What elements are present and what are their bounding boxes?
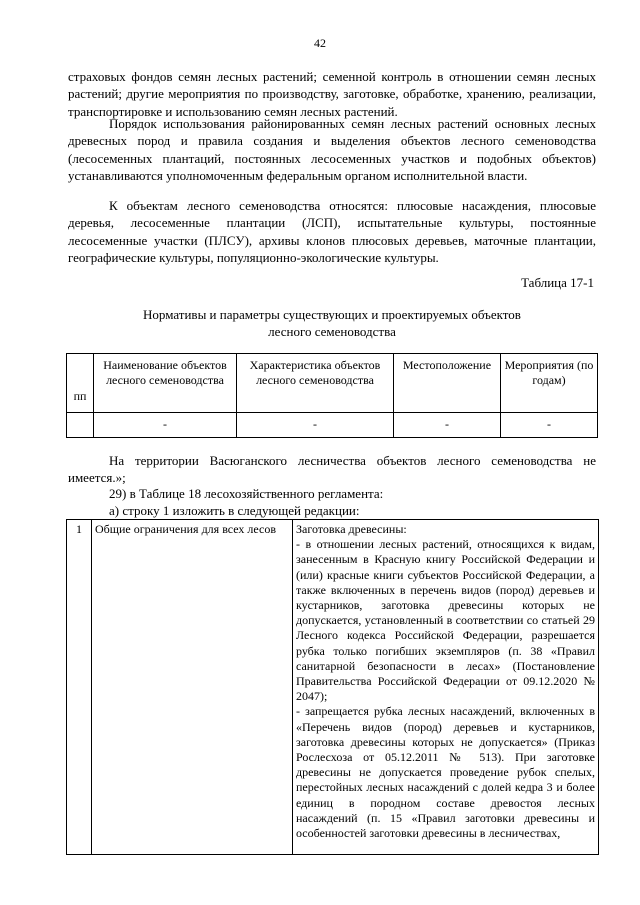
row-number-cell: 1 <box>67 520 92 855</box>
body-line-prohibition: - запрещается рубка лесных насаждений, включенных в «Перечень видов (пород) деревьев и кустарников, заготовка древесины которых не допускается» (Приказ Рослесхоза от 05.12.2011 № 513). При заготовке древесины не допускается проведение рубок спелых, перестойных лесных насаждений с долей кедра 3 и более единиц в породном составе древостоя лесных насаждений (п. 15 «Правил заготовки древесины и особенностей заготовки древесины в лесничествах, <box>296 704 595 841</box>
header-cell-location: Местоположение <box>394 354 501 413</box>
table-cell: - <box>94 413 237 438</box>
paragraph-seed-usage-order: Порядок использования районированных семян лесных растений основных лесных древесных пород и правила создания и выделения объектов лесного семеноводства (лесосеменных плантаций, постоянных лесосеменных участков и подобных объектов) устанавливаются уполномоченным федеральным органом исполнительной власти. <box>68 116 596 184</box>
table-17-1 <box>66 353 598 438</box>
header-cell-name: Наименование объектов лесного семеноводства <box>94 354 237 413</box>
header-cell-characteristics: Характеристика объектов лесного семеноводства <box>237 354 394 413</box>
table-18-row-1 <box>66 519 599 855</box>
item-a: а) строку 1 изложить в следующей редакции: <box>109 503 360 518</box>
table-17-1-label: Таблица 17-1 <box>521 275 594 290</box>
table-row <box>67 413 598 438</box>
paragraph-seed-control: страховых фондов семян лесных растений; семенной контроль в отношении семян лесных растений; другие мероприятия по производству, заготовке, обработке, хранению, реализации, транспортировке и использованию семян лесных растений. <box>68 69 596 119</box>
paragraph-seed-objects: К объектам лесного семеноводства относятся: плюсовые насаждения, плюсовые деревья, лесосеменные плантации (ЛСП), испытательные культуры, постоянные лесосеменные участки (ПЛСУ), архивы клонов плюсовых деревьев, маточные плантации, географические культуры, популяционно-экологические культуры. <box>68 198 596 266</box>
table-cell <box>67 413 94 438</box>
table-17-1-title-line1: Нормативы и параметры существующих и проектируемых объектов <box>143 307 521 322</box>
header-cell-activities: Мероприятия (по годам) <box>501 354 598 413</box>
table-header-row <box>67 354 598 413</box>
body-line-harvesting: Заготовка древесины: <box>296 522 407 536</box>
paragraph-no-seed-objects: На территории Васюганского лесничества объектов лесного семеноводства не имеется.»; <box>68 453 596 485</box>
item-29: 29) в Таблице 18 лесохозяйственного регламента: <box>109 486 384 501</box>
table-cell: - <box>237 413 394 438</box>
table-cell: - <box>394 413 501 438</box>
body-line-red-book: - в отношении лесных растений, относящихся к видам, занесенным в Красную книгу Российской Федерации и (или) красные книги субъектов Российской Федерации, а также включенных в перечень видов (пород) деревьев и кустарников, заготовка древесины которых не допускается, установленный в соответствии со статьей 29 Лесного кодекса Российской Федерации, разрешается рубка только погибших экземпляров (п. 38 «Правил санитарной безопасности в лесах» (Постановление Правительства Российской Федерации от 09.12.2020 № 2047); <box>296 537 595 704</box>
table-cell: - <box>501 413 598 438</box>
page-number: 42 <box>314 36 326 50</box>
table-row <box>67 520 599 855</box>
table-17-1-title <box>68 306 596 340</box>
row-body-cell <box>293 520 599 855</box>
table-17-1-title-line2: лесного семеноводства <box>268 324 396 339</box>
row-name-cell: Общие ограничения для всех лесов <box>92 520 293 855</box>
header-cell-pp: пп <box>67 354 94 413</box>
